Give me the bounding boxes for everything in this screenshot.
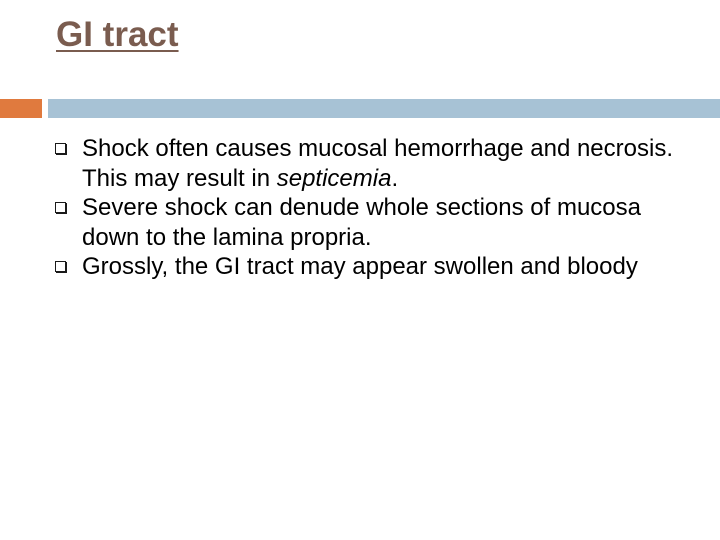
bullet-item-1 bbox=[55, 134, 695, 193]
accent-bar-left bbox=[0, 99, 42, 118]
hollow-square-icon bbox=[55, 143, 66, 154]
hollow-square-icon bbox=[55, 261, 66, 272]
accent-bar-right bbox=[48, 99, 720, 118]
bullet-1-emphasis: septicemia bbox=[276, 164, 392, 192]
bullet-1-text-end: . bbox=[391, 164, 399, 192]
bullet-item-3 bbox=[55, 252, 695, 282]
bullet-2-text: Severe shock can denude whole sections of mucosa down to the lamina propria. bbox=[82, 194, 641, 251]
bullet-1-text: Shock often causes mucosal hemorrhage and necrosis. This may result in bbox=[82, 135, 673, 192]
bullet-item-2 bbox=[55, 193, 695, 252]
bullet-3-text: Grossly, the GI tract may appear swollen and bloody bbox=[82, 253, 638, 280]
bullet-list bbox=[55, 134, 695, 282]
hollow-square-icon bbox=[55, 202, 66, 213]
slide-title: GI tract bbox=[56, 15, 179, 54]
